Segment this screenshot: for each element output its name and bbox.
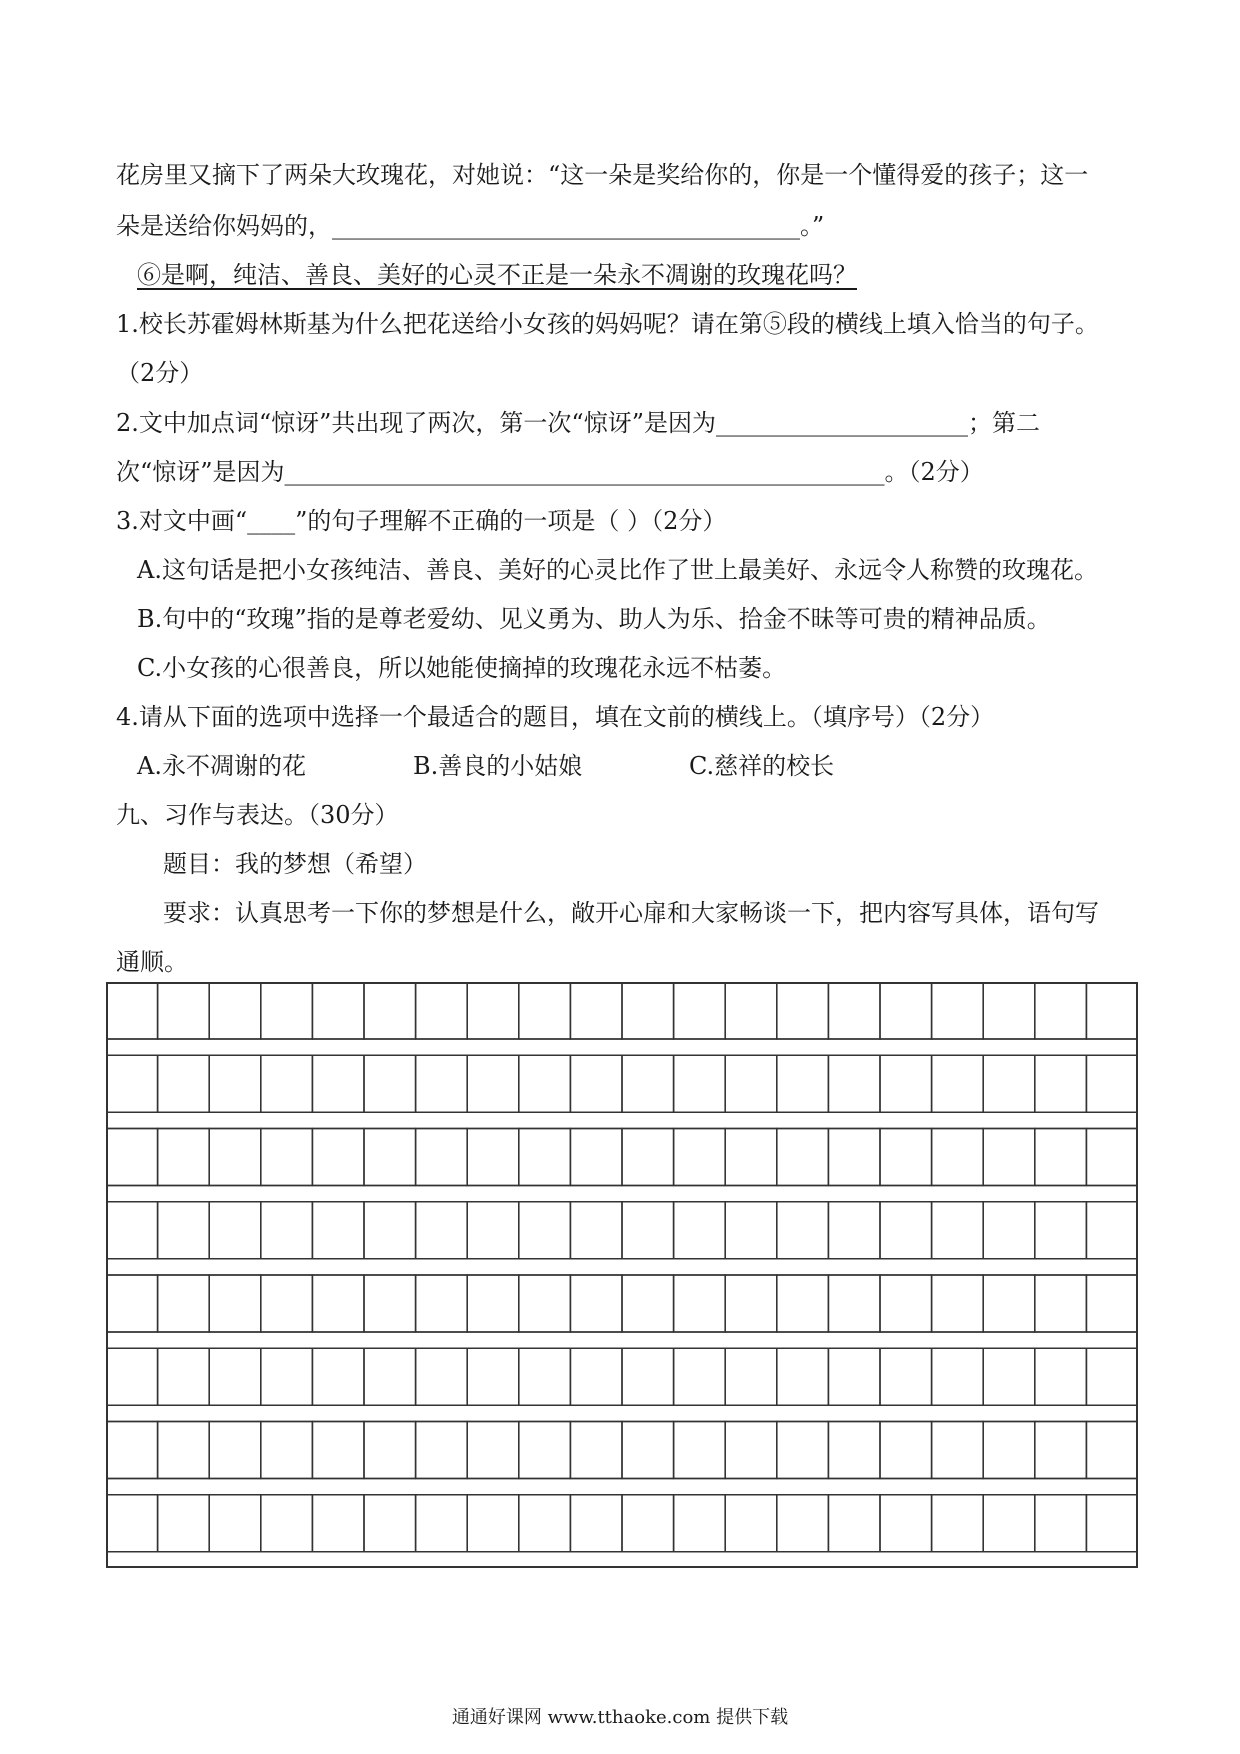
writing-cell[interactable] <box>364 1129 416 1186</box>
writing-cell[interactable] <box>674 1275 726 1332</box>
writing-cell[interactable] <box>467 1495 519 1552</box>
writing-cell[interactable] <box>519 1495 571 1552</box>
writing-cell[interactable] <box>1086 1348 1138 1405</box>
writing-cell[interactable] <box>570 1348 622 1405</box>
writing-cell[interactable] <box>622 1495 674 1552</box>
writing-cell[interactable] <box>1086 1055 1138 1112</box>
writing-cell[interactable] <box>261 1055 313 1112</box>
writing-cell[interactable] <box>364 1495 416 1552</box>
writing-cell[interactable] <box>880 1348 932 1405</box>
writing-cell[interactable] <box>209 1348 261 1405</box>
writing-cell[interactable] <box>312 1495 364 1552</box>
writing-cell[interactable] <box>622 1348 674 1405</box>
writing-cell[interactable] <box>622 1129 674 1186</box>
writing-cell[interactable] <box>983 1275 1035 1332</box>
writing-cell[interactable] <box>209 1129 261 1186</box>
passage-line-2: 朵是送给你妈妈的，_______________________________________。” <box>116 212 825 240</box>
writing-cell[interactable] <box>312 1422 364 1479</box>
writing-cell[interactable] <box>1086 1129 1138 1186</box>
writing-cell[interactable] <box>209 1422 261 1479</box>
writing-cell[interactable] <box>725 1348 777 1405</box>
writing-cell[interactable] <box>158 1495 210 1552</box>
writing-cell[interactable] <box>983 1202 1035 1259</box>
writing-cell[interactable] <box>158 1275 210 1332</box>
writing-cell[interactable] <box>880 1055 932 1112</box>
writing-cell[interactable] <box>828 1495 880 1552</box>
writing-cell[interactable] <box>570 1275 622 1332</box>
writing-cell[interactable] <box>312 1202 364 1259</box>
writing-cell[interactable] <box>158 1202 210 1259</box>
writing-cell[interactable] <box>158 1129 210 1186</box>
writing-cell[interactable] <box>777 982 829 1039</box>
writing-cell[interactable] <box>570 1422 622 1479</box>
writing-cell[interactable] <box>209 1495 261 1552</box>
writing-cell[interactable] <box>880 1202 932 1259</box>
writing-cell[interactable] <box>519 1275 571 1332</box>
writing-cell[interactable] <box>777 1275 829 1332</box>
writing-cell[interactable] <box>828 1202 880 1259</box>
writing-cell[interactable] <box>519 1129 571 1186</box>
writing-cell[interactable] <box>364 1055 416 1112</box>
writing-cell[interactable] <box>416 1202 468 1259</box>
writing-cell[interactable] <box>416 1422 468 1479</box>
writing-cell[interactable] <box>106 1129 158 1186</box>
writing-cell[interactable] <box>312 1275 364 1332</box>
writing-cell[interactable] <box>674 1348 726 1405</box>
writing-cell[interactable] <box>519 1055 571 1112</box>
section-9-title: 九、习作与表达。（30分） <box>116 801 399 829</box>
writing-cell[interactable] <box>777 1129 829 1186</box>
writing-cell[interactable] <box>983 1495 1035 1552</box>
writing-cell[interactable] <box>209 1202 261 1259</box>
writing-cell[interactable] <box>725 982 777 1039</box>
footer-credit: 通通好课网 www.tthaoke.com 提供下载 <box>451 1707 789 1728</box>
writing-cell[interactable] <box>725 1422 777 1479</box>
writing-cell[interactable] <box>261 1495 313 1552</box>
writing-cell[interactable] <box>674 1129 726 1186</box>
writing-cell[interactable] <box>158 1055 210 1112</box>
writing-cell[interactable] <box>364 1275 416 1332</box>
writing-cell[interactable] <box>932 1202 984 1259</box>
writing-cell[interactable] <box>209 982 261 1039</box>
writing-cell[interactable] <box>467 1129 519 1186</box>
writing-cell[interactable] <box>467 1202 519 1259</box>
writing-cell[interactable] <box>106 1422 158 1479</box>
writing-cell[interactable] <box>622 1055 674 1112</box>
writing-cell[interactable] <box>1035 1202 1087 1259</box>
question-4-option-a: A.永不凋谢的花 <box>137 752 306 780</box>
passage-line-1: 花房里又摘下了两朵大玫瑰花，对她说：“这一朵是奖给你的，你是一个懂得爱的孩子；这一 <box>116 161 1089 189</box>
writing-cell[interactable] <box>1035 1055 1087 1112</box>
writing-cell[interactable] <box>364 1348 416 1405</box>
question-1-line-1: 1.校长苏霍姆林斯基为什么把花送给小女孩的妈妈呢？请在第⑤段的横线上填入恰当的句子。 <box>116 310 1099 338</box>
writing-cell[interactable] <box>570 982 622 1039</box>
question-4-option-b: B.善良的小姑娘 <box>413 752 583 780</box>
writing-cell[interactable] <box>416 1275 468 1332</box>
writing-cell[interactable] <box>777 1422 829 1479</box>
writing-cell[interactable] <box>932 1495 984 1552</box>
writing-cell[interactable] <box>467 1348 519 1405</box>
writing-cell[interactable] <box>261 1275 313 1332</box>
writing-cell[interactable] <box>725 1202 777 1259</box>
writing-cell[interactable] <box>312 1055 364 1112</box>
writing-cell[interactable] <box>519 1422 571 1479</box>
writing-cell[interactable] <box>1035 982 1087 1039</box>
writing-cell[interactable] <box>932 1129 984 1186</box>
writing-cell[interactable] <box>364 1422 416 1479</box>
question-3-option-b: B.句中的“玫瑰”指的是尊老爱幼、见义勇为、助人为乐、拾金不昧等可贵的精神品质。 <box>137 605 1051 633</box>
writing-cell[interactable] <box>932 1348 984 1405</box>
question-4-options <box>137 749 1157 783</box>
writing-cell[interactable] <box>570 1202 622 1259</box>
question-4-option-c: C.慈祥的校长 <box>689 752 835 780</box>
writing-cell[interactable] <box>983 982 1035 1039</box>
writing-cell[interactable] <box>777 1495 829 1552</box>
writing-cell[interactable] <box>674 982 726 1039</box>
writing-cell[interactable] <box>106 1495 158 1552</box>
writing-cell[interactable] <box>158 1422 210 1479</box>
writing-cell[interactable] <box>570 1055 622 1112</box>
writing-cell[interactable] <box>106 1202 158 1259</box>
writing-cell[interactable] <box>828 1275 880 1332</box>
writing-cell[interactable] <box>312 1129 364 1186</box>
writing-cell[interactable] <box>983 1055 1035 1112</box>
writing-cell[interactable] <box>622 1422 674 1479</box>
writing-cell[interactable] <box>622 1202 674 1259</box>
writing-cell[interactable] <box>725 1129 777 1186</box>
writing-cell[interactable] <box>467 1422 519 1479</box>
question-4-stem: 4.请从下面的选项中选择一个最适合的题目，填在文前的横线上。（填序号）（2分） <box>116 703 995 731</box>
question-2-line-1: 2.文中加点词“惊讶”共出现了两次，第一次“惊讶”是因为_____________________；第二 <box>116 409 1040 437</box>
writing-cell[interactable] <box>158 1348 210 1405</box>
writing-cell[interactable] <box>416 1055 468 1112</box>
writing-cell[interactable] <box>674 1495 726 1552</box>
writing-cell[interactable] <box>777 1055 829 1112</box>
writing-cell[interactable] <box>106 982 158 1039</box>
writing-cell[interactable] <box>1086 1495 1138 1552</box>
writing-cell[interactable] <box>312 982 364 1039</box>
writing-cell[interactable] <box>106 1055 158 1112</box>
underlined-sentence: ⑥是啊，纯洁、善良、美好的心灵不正是一朵永不凋谢的玫瑰花吗？ <box>137 261 857 289</box>
writing-cell[interactable] <box>880 1275 932 1332</box>
writing-cell[interactable] <box>674 1055 726 1112</box>
writing-cell[interactable] <box>1035 1495 1087 1552</box>
writing-cell[interactable] <box>983 1348 1035 1405</box>
writing-cell[interactable] <box>261 1422 313 1479</box>
writing-cell[interactable] <box>932 982 984 1039</box>
writing-cell[interactable] <box>880 1129 932 1186</box>
writing-cell[interactable] <box>364 982 416 1039</box>
writing-cell[interactable] <box>261 1129 313 1186</box>
writing-cell[interactable] <box>364 1202 416 1259</box>
question-2-line-2: 次“惊讶”是因为__________________________________________________。（2分） <box>116 458 984 486</box>
writing-cell[interactable] <box>622 1275 674 1332</box>
writing-cell[interactable] <box>880 982 932 1039</box>
question-3-stem: 3.对文中画“____”的句子理解不正确的一项是（ ）（2分） <box>116 507 727 535</box>
writing-cell[interactable] <box>828 1129 880 1186</box>
writing-cell[interactable] <box>880 1422 932 1479</box>
writing-cell[interactable] <box>828 1422 880 1479</box>
writing-cell[interactable] <box>983 1422 1035 1479</box>
writing-cell[interactable] <box>777 1202 829 1259</box>
writing-cell[interactable] <box>932 1422 984 1479</box>
writing-cell[interactable] <box>622 982 674 1039</box>
writing-cell[interactable] <box>674 1202 726 1259</box>
writing-grid[interactable] <box>106 982 1138 1568</box>
writing-cell[interactable] <box>467 1275 519 1332</box>
writing-cell[interactable] <box>880 1495 932 1552</box>
writing-cell[interactable] <box>725 1275 777 1332</box>
writing-cell[interactable] <box>106 1348 158 1405</box>
writing-cell[interactable] <box>1086 982 1138 1039</box>
writing-cell[interactable] <box>416 1348 468 1405</box>
paragraph-6 <box>137 258 1157 292</box>
writing-cell[interactable] <box>932 1055 984 1112</box>
writing-cell[interactable] <box>828 1055 880 1112</box>
question-1-line-2: （2分） <box>116 359 204 387</box>
essay-requirement-line-2: 通顺。 <box>116 948 188 976</box>
writing-cell[interactable] <box>674 1422 726 1479</box>
writing-cell[interactable] <box>1086 1275 1138 1332</box>
writing-cell[interactable] <box>777 1348 829 1405</box>
writing-cell[interactable] <box>828 982 880 1039</box>
writing-cell[interactable] <box>209 1275 261 1332</box>
writing-cell[interactable] <box>570 1495 622 1552</box>
writing-cell[interactable] <box>828 1348 880 1405</box>
writing-cell[interactable] <box>209 1055 261 1112</box>
writing-cell[interactable] <box>1035 1129 1087 1186</box>
writing-cell[interactable] <box>1086 1202 1138 1259</box>
writing-cell[interactable] <box>416 982 468 1039</box>
writing-cell[interactable] <box>416 1495 468 1552</box>
writing-cell[interactable] <box>932 1275 984 1332</box>
essay-topic: 题目：我的梦想（希望） <box>163 850 427 878</box>
writing-cell[interactable] <box>261 1348 313 1405</box>
writing-cell[interactable] <box>519 982 571 1039</box>
writing-cell[interactable] <box>519 1348 571 1405</box>
writing-cell[interactable] <box>1035 1275 1087 1332</box>
writing-cell[interactable] <box>106 1275 158 1332</box>
question-3-option-a: A.这句话是把小女孩纯洁、善良、美好的心灵比作了世上最美好、永远令人称赞的玫瑰花。 <box>137 556 1098 584</box>
writing-cell[interactable] <box>467 982 519 1039</box>
writing-cell[interactable] <box>519 1202 571 1259</box>
writing-cell[interactable] <box>312 1348 364 1405</box>
writing-cell[interactable] <box>725 1495 777 1552</box>
writing-cell[interactable] <box>983 1129 1035 1186</box>
question-3-option-c: C.小女孩的心很善良，所以她能使摘掉的玫瑰花永远不枯萎。 <box>137 654 787 682</box>
writing-cell[interactable] <box>261 1202 313 1259</box>
essay-requirement-line-1: 要求：认真思考一下你的梦想是什么，敞开心扉和大家畅谈一下，把内容写具体，语句写 <box>163 899 1099 927</box>
writing-cell[interactable] <box>570 1129 622 1186</box>
writing-cell[interactable] <box>1035 1348 1087 1405</box>
writing-cell[interactable] <box>416 1129 468 1186</box>
writing-cell[interactable] <box>725 1055 777 1112</box>
writing-cell[interactable] <box>1035 1422 1087 1479</box>
writing-cell[interactable] <box>1086 1422 1138 1479</box>
writing-cell[interactable] <box>261 982 313 1039</box>
writing-cell[interactable] <box>158 982 210 1039</box>
writing-cell[interactable] <box>467 1055 519 1112</box>
